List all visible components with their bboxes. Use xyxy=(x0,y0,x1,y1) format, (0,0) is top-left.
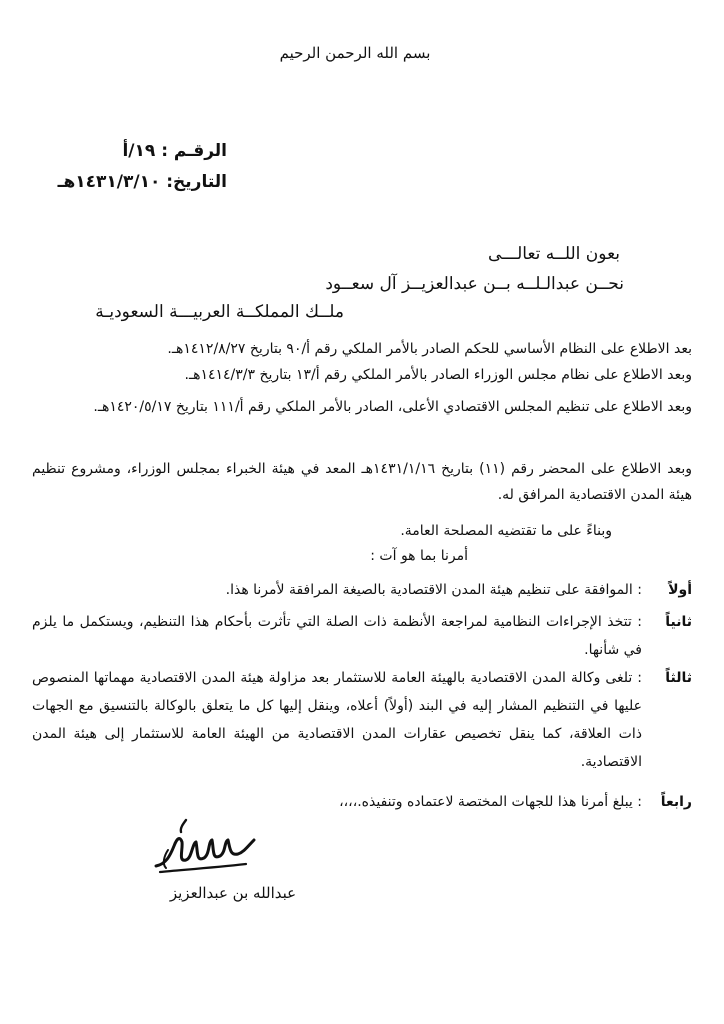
issuer-title: ملــك المملكــة العربيـــة السعوديـة xyxy=(95,302,344,322)
item-number: رابعاً xyxy=(660,794,692,810)
basmala: بسم الله الرحمن الرحيم xyxy=(279,44,431,62)
reference-number: الرقـم : ١٩/أ xyxy=(122,141,227,161)
preamble-paragraph: وبناءً على ما تقتضيه المصلحة العامة. xyxy=(400,523,612,539)
item-text: : تتخذ الإجراءات النظامية لمراجعة الأنظمة ذات الصلة التي تأثرت بأحكام هذا التنظيم، ويستكمل ما يلزم في شأنها. xyxy=(32,614,642,658)
decree-item xyxy=(32,576,692,604)
signer-name: عبدالله بن عبدالعزيز xyxy=(169,884,297,902)
decree-item xyxy=(32,608,692,664)
item-number: ثانياً xyxy=(665,614,692,630)
decree-item xyxy=(32,788,692,816)
handwritten-signature xyxy=(150,806,270,884)
preamble-paragraph: وبعد الاطلاع على تنظيم المجلس الاقتصادي الأعلى، الصادر بالأمر الملكي رقم أ/١١١ بتاريخ ١٤٢٠/٥/١٧هـ. xyxy=(93,399,692,415)
item-text: : تلغى وكالة المدن الاقتصادية بالهيئة العامة للاستثمار بعد مزاولة هيئة المدن الاقتصادية مهماتها المنصوص عليها في التنظيم المشار إليه في البند (أولاً) أعلاه، وينقل إليها كل ما يتعلق بالوكالة بالتنسيق مع الجهات ذات العلاقة، كما ينقل تخصيص عقارات المدن الاقتصادية من الهيئة العامة للاستثمار إلى هيئة المدن الاقتصادية. xyxy=(32,670,642,770)
preamble-paragraph: بعد الاطلاع على النظام الأساسي للحكم الصادر بالأمر الملكي رقم أ/٩٠ بتاريخ ١٤١٢/٨/٢٧هـ. xyxy=(167,341,692,357)
issue-date: التاريخ: ١٤٣١/٣/١٠هـ xyxy=(57,172,227,192)
issuer-name: نحــن عبدالـلــه بــن عبدالعزيــز آل سعــود xyxy=(325,274,624,294)
item-number: ثالثاً xyxy=(665,670,692,686)
item-text: : الموافقة على تنظيم هيئة المدن الاقتصادية بالصيغة المرافقة لأمرنا هذا. xyxy=(225,582,642,598)
item-number: أولاً xyxy=(668,582,692,598)
opening-invocation: بعون اللــه تعالـــى xyxy=(487,244,620,264)
decree-item xyxy=(32,664,692,776)
preamble-paragraph: وبعد الاطلاع على نظام مجلس الوزراء الصادر بالأمر الملكي رقم أ/١٣ بتاريخ ١٤١٤/٣/٣هـ. xyxy=(184,367,692,383)
preamble-paragraph: وبعد الاطلاع على المحضر رقم (١١) بتاريخ ١٤٣١/١/١٦هـ المعد في هيئة الخبراء بمجلس الوزراء، ومشروع تنظيم هيئة المدن الاقتصادية المرافق له. xyxy=(32,461,692,503)
item-text: : يبلغ أمرنا هذا للجهات المختصة لاعتماده وتنفيذه.،،،، xyxy=(339,794,642,810)
command-heading: أمرنا بما هو آت : xyxy=(370,548,468,564)
